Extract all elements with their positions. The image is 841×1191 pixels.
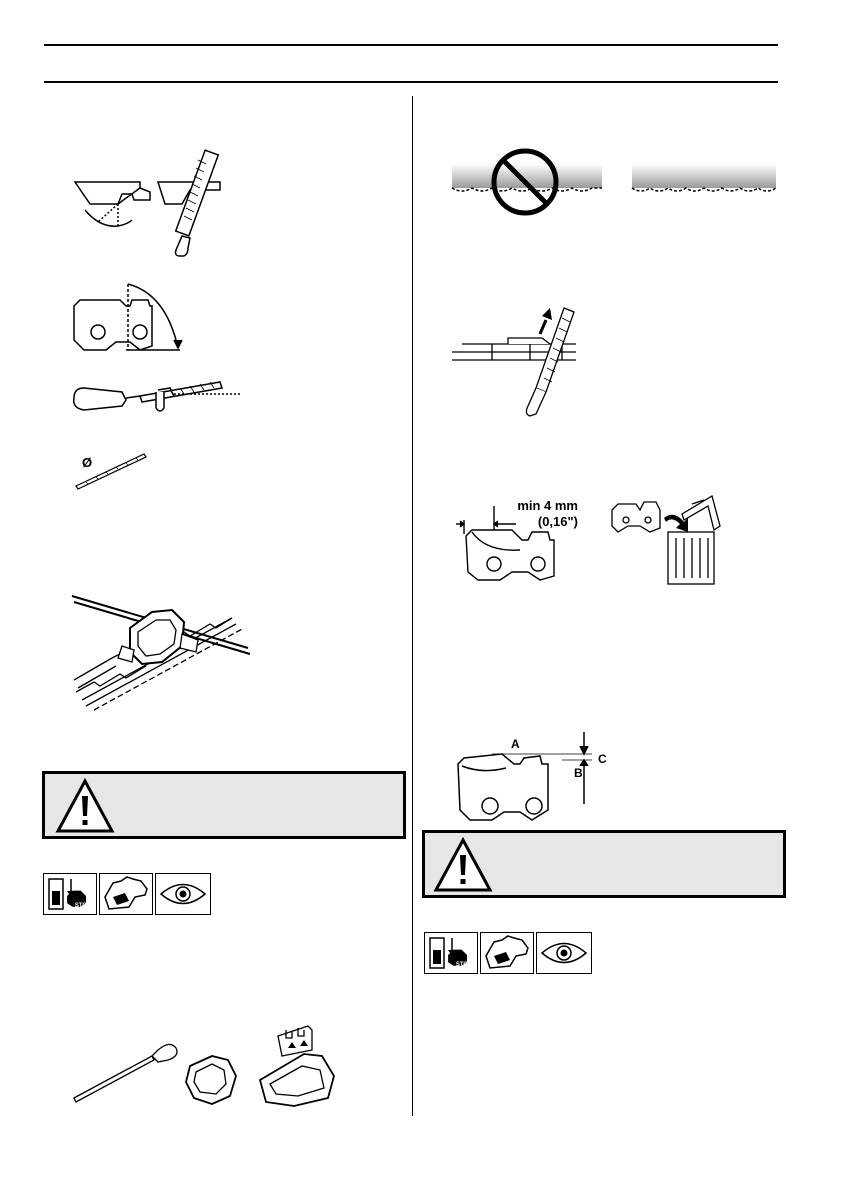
discard-worn-link-figure	[608, 498, 724, 588]
svg-text:STOP: STOP	[455, 962, 473, 968]
safety-symbols-left	[43, 873, 213, 915]
header-rule-bottom	[44, 81, 778, 83]
eye-protection-icon	[536, 932, 592, 974]
svg-text:STOP: STOP	[74, 903, 92, 909]
warning-triangle-icon	[55, 778, 115, 834]
diameter-symbol-label: Ø	[82, 455, 93, 470]
bad-chain-cut-figure	[452, 148, 602, 218]
stop-switch-icon	[424, 932, 478, 974]
warning-triangle-icon	[433, 837, 493, 893]
sharpening-tools-figure	[72, 1026, 340, 1116]
protective-glove-icon	[99, 873, 153, 915]
min-depth-label-line1: min 4 mm	[517, 498, 578, 513]
flat-file-depth-gauge-figure	[452, 308, 582, 428]
cutter-side-angle-figure	[70, 276, 200, 356]
round-file-figure	[74, 452, 154, 492]
header-rule-top	[44, 44, 778, 46]
dimension-b-label: B	[574, 766, 583, 780]
file-holder-figure	[70, 368, 250, 418]
dimension-a-label: A	[511, 737, 520, 751]
min-depth-label-line2: (0,16")	[537, 514, 578, 529]
eye-protection-icon	[155, 873, 211, 915]
cutter-filing-angle-figure	[70, 150, 250, 260]
warning-box-right	[422, 830, 786, 898]
protective-glove-icon	[480, 932, 534, 974]
dimension-c-label: C	[598, 752, 607, 766]
stop-switch-icon	[43, 873, 97, 915]
good-chain-cut-figure	[632, 162, 776, 202]
column-divider	[412, 96, 413, 1116]
file-gauge-on-chain-figure	[72, 588, 252, 713]
warning-box-left	[42, 771, 406, 839]
safety-symbols-right	[424, 932, 594, 974]
